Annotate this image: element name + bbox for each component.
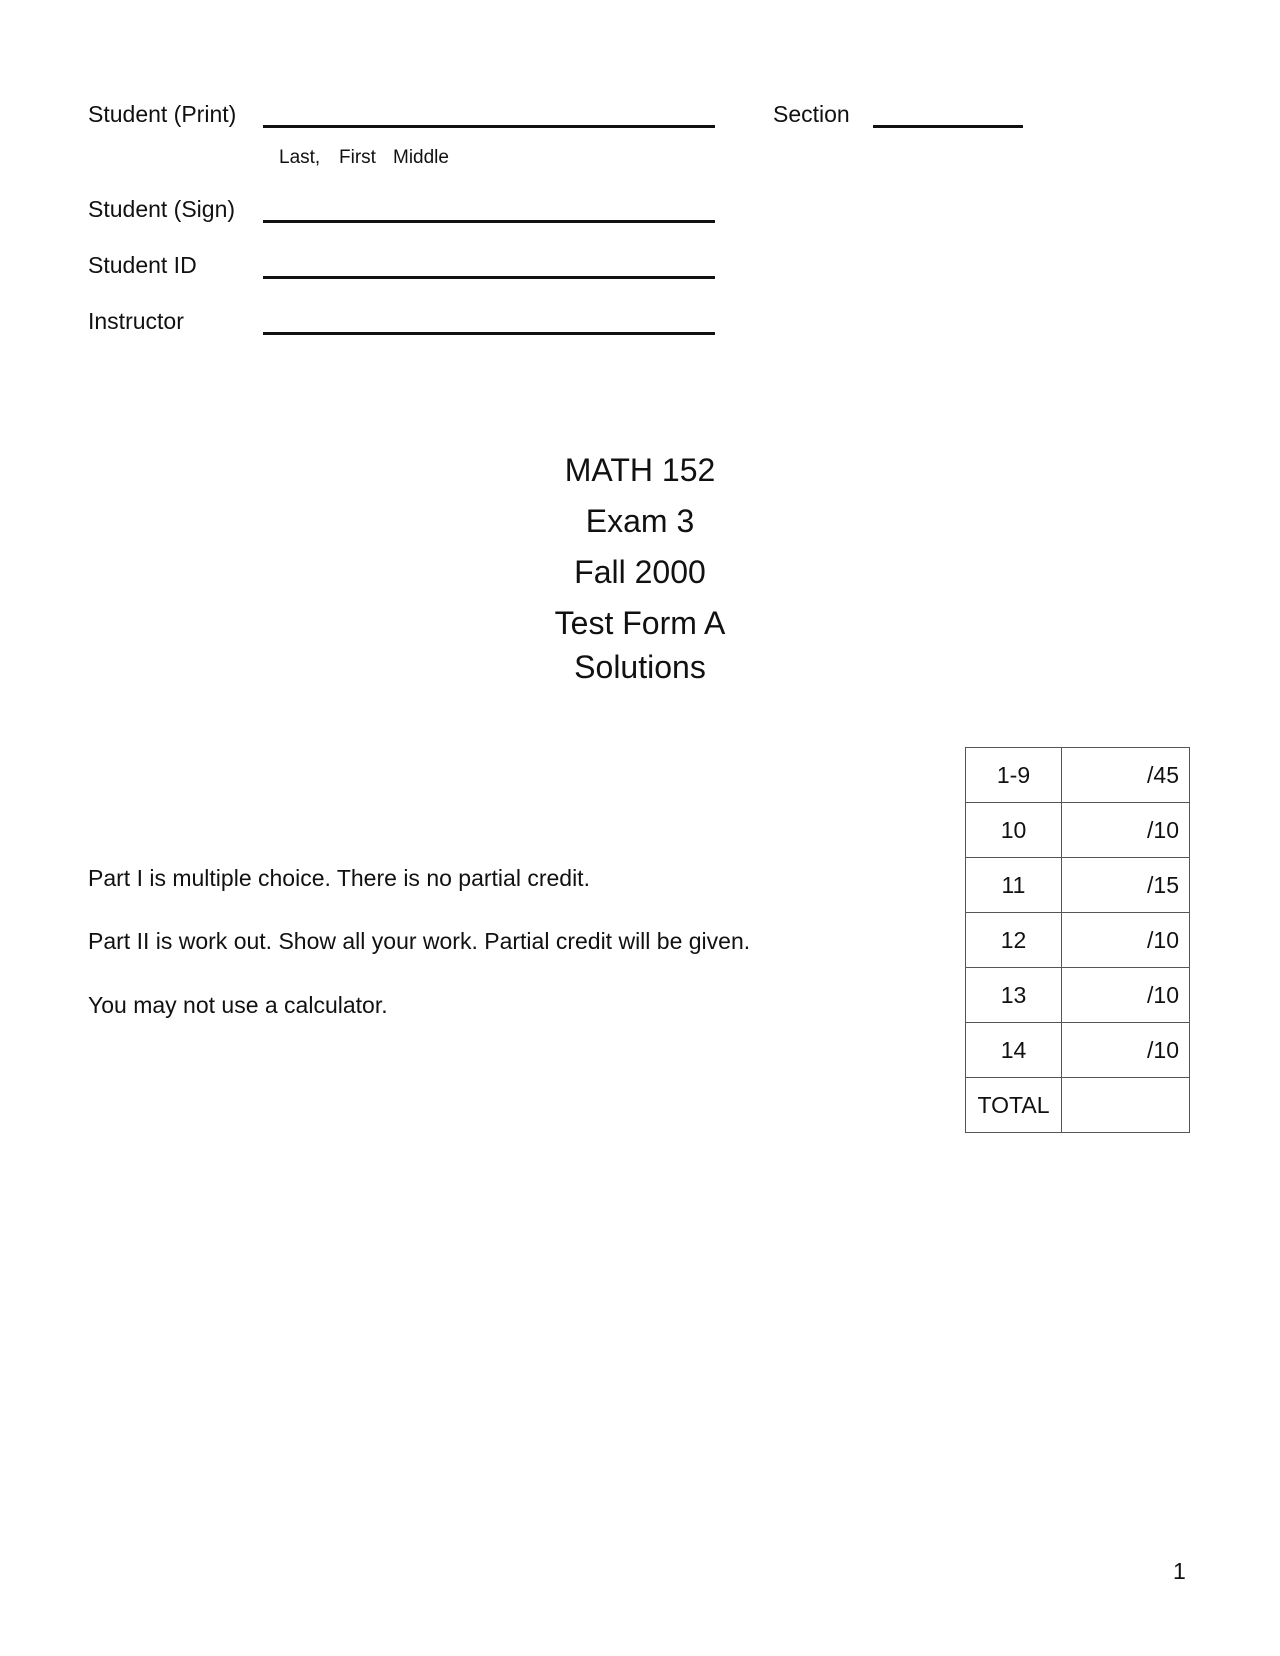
section-field[interactable] xyxy=(873,125,1023,128)
instruction-part-1: Part I is multiple choice. There is no partial credit. xyxy=(88,865,590,891)
points-cell: /10 xyxy=(1062,803,1190,858)
section-label: Section xyxy=(773,101,850,127)
student-sign-field[interactable] xyxy=(263,220,715,223)
points-cell: /10 xyxy=(1062,968,1190,1023)
points-cell: /15 xyxy=(1062,858,1190,913)
total-label-cell: TOTAL xyxy=(966,1078,1062,1133)
table-row xyxy=(966,803,1190,858)
student-print-field[interactable] xyxy=(263,125,715,128)
table-row xyxy=(966,748,1190,803)
table-row-total xyxy=(966,1078,1190,1133)
name-hint-middle: Middle xyxy=(393,147,449,168)
table-row xyxy=(966,1023,1190,1078)
name-hint-last: Last, xyxy=(279,147,321,168)
points-cell: /10 xyxy=(1062,1023,1190,1078)
score-table xyxy=(965,747,1190,1133)
instructor-field[interactable] xyxy=(263,332,715,335)
table-row xyxy=(966,968,1190,1023)
page-number: 1 xyxy=(1173,1558,1186,1584)
total-score-cell[interactable] xyxy=(1062,1078,1190,1133)
question-cell: 1-9 xyxy=(966,748,1062,803)
exam-title: Exam 3 xyxy=(585,503,695,539)
points-cell: /10 xyxy=(1062,913,1190,968)
question-cell: 14 xyxy=(966,1023,1062,1078)
question-cell: 11 xyxy=(966,858,1062,913)
question-cell: 10 xyxy=(966,803,1062,858)
question-cell: 13 xyxy=(966,968,1062,1023)
instructor-label: Instructor xyxy=(88,308,184,334)
question-cell: 12 xyxy=(966,913,1062,968)
student-sign-label: Student (Sign) xyxy=(88,196,236,222)
table-row xyxy=(966,858,1190,913)
student-print-label: Student (Print) xyxy=(88,101,237,127)
student-id-field[interactable] xyxy=(263,276,715,279)
table-row xyxy=(966,913,1190,968)
instruction-calculator: You may not use a calculator. xyxy=(88,992,388,1018)
points-cell: /45 xyxy=(1062,748,1190,803)
form-title: Test Form A xyxy=(554,605,726,641)
solutions-title: Solutions xyxy=(574,649,706,685)
name-hint-first: First xyxy=(339,147,376,168)
term-title: Fall 2000 xyxy=(574,554,706,590)
course-title: MATH 152 xyxy=(564,452,716,488)
instruction-part-2: Part II is work out. Show all your work. Partial credit will be given. xyxy=(88,928,751,954)
student-id-label: Student ID xyxy=(88,252,197,278)
